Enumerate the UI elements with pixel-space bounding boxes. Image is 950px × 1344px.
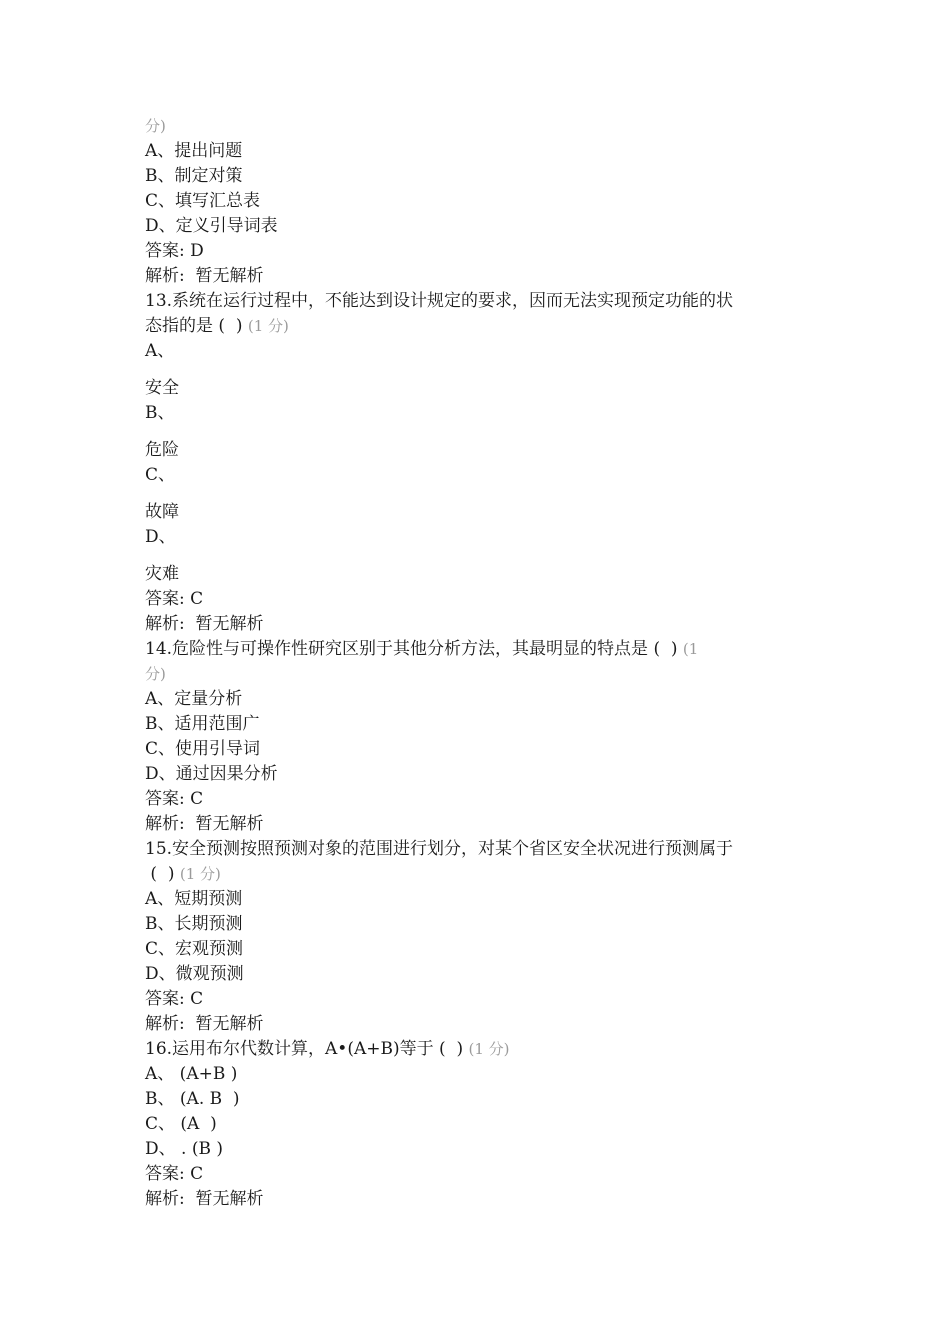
option-label: B、 — [145, 1089, 175, 1109]
option-d — [145, 962, 815, 987]
option-text: (A+B ) — [174, 1064, 238, 1084]
option-b-label: B、 — [145, 403, 175, 423]
answer: 答案: C — [145, 1164, 204, 1184]
option-a-label: A、 — [145, 341, 175, 361]
option-label: D、 — [145, 1139, 176, 1159]
option-text: 定义引导词表 — [175, 216, 278, 236]
option-label: D、 — [145, 964, 176, 984]
answer: 答案: C — [145, 989, 204, 1009]
question-title-cont — [145, 862, 815, 887]
answer: 答案: D — [145, 241, 204, 261]
option-text: 通过因果分析 — [175, 764, 278, 784]
option-label: A、 — [145, 689, 175, 709]
option-d-label: D、 — [145, 527, 176, 547]
option-text: 制定对策 — [174, 166, 243, 186]
option-c-text: 故障 — [145, 502, 179, 522]
option-a — [145, 687, 815, 712]
option-c-label: C、 — [145, 465, 176, 485]
option-c — [145, 189, 815, 214]
option-label: A、 — [145, 1064, 175, 1084]
question-title: 13.系统在运行过程中，不能达到设计规定的要求，因而无法实现预定功能的状 — [145, 291, 734, 311]
analysis: 解析: 暂无解析 — [145, 814, 264, 834]
option-b — [145, 712, 815, 737]
analysis: 解析: 暂无解析 — [145, 1189, 264, 1209]
option-text: 提出问题 — [174, 141, 243, 161]
option-c — [145, 1112, 815, 1137]
question-text: 态指的是 ( ) — [145, 316, 248, 336]
answer: 答案: C — [145, 589, 204, 609]
question-score-cont: 分) — [145, 665, 166, 683]
option-c — [145, 737, 815, 762]
option-label: C、 — [145, 191, 176, 211]
question-13 — [145, 289, 815, 637]
option-a — [145, 139, 815, 164]
option-b — [145, 912, 815, 937]
option-b — [145, 1087, 815, 1112]
option-a-text: 安全 — [145, 378, 179, 398]
answer: 答案: C — [145, 789, 204, 809]
option-text: 使用引导词 — [175, 739, 261, 759]
question-score: 分) — [145, 117, 166, 135]
question-12-tail — [145, 114, 815, 289]
option-text: 长期预测 — [174, 914, 243, 934]
option-b — [145, 164, 815, 189]
option-text: 适用范围广 — [174, 714, 260, 734]
option-label: B、 — [145, 166, 175, 186]
option-label: A、 — [145, 141, 175, 161]
option-label: D、 — [145, 764, 176, 784]
option-text: 填写汇总表 — [175, 191, 261, 211]
question-14 — [145, 637, 815, 837]
option-text: 宏观预测 — [175, 939, 244, 959]
option-a — [145, 1062, 815, 1087]
question-score: (1 分) — [179, 865, 221, 883]
question-title — [145, 637, 815, 662]
question-score: (1 分) — [247, 317, 289, 335]
option-label: C、 — [145, 939, 176, 959]
option-label: D、 — [145, 216, 176, 236]
question-text: ( ) — [145, 864, 180, 884]
analysis: 解析: 暂无解析 — [145, 1014, 264, 1034]
option-label: B、 — [145, 914, 175, 934]
option-text: (A. B ) — [174, 1089, 240, 1109]
option-text: . (B ) — [175, 1139, 224, 1159]
option-label: B、 — [145, 714, 175, 734]
option-text: 微观预测 — [175, 964, 244, 984]
question-title — [145, 1037, 815, 1062]
analysis: 解析: 暂无解析 — [145, 614, 264, 634]
option-a — [145, 887, 815, 912]
option-text: (A ) — [175, 1114, 217, 1134]
option-d-text: 灾难 — [145, 564, 179, 584]
option-label: A、 — [145, 889, 175, 909]
option-d — [145, 762, 815, 787]
question-16 — [145, 1037, 815, 1212]
option-d — [145, 1137, 815, 1162]
question-score: (1 — [682, 640, 699, 658]
question-text: 14.危险性与可操作性研究区别于其他分析方法，其最明显的特点是 ( ) — [145, 639, 683, 659]
question-15 — [145, 837, 815, 1037]
option-c — [145, 937, 815, 962]
option-d — [145, 214, 815, 239]
option-label: C、 — [145, 1114, 176, 1134]
question-title-cont — [145, 314, 815, 339]
question-score: (1 分) — [468, 1040, 510, 1058]
question-text: 16.运用布尔代数计算，A•(A+B)等于 ( ) — [145, 1039, 469, 1059]
question-title: 15.安全预测按照预测对象的范围进行划分，对某个省区安全状况进行预测属于 — [145, 839, 734, 859]
analysis: 解析: 暂无解析 — [145, 266, 264, 286]
exam-page — [145, 114, 815, 1212]
option-label: C、 — [145, 739, 176, 759]
option-b-text: 危险 — [145, 440, 179, 460]
option-text: 定量分析 — [174, 689, 243, 709]
option-text: 短期预测 — [174, 889, 243, 909]
